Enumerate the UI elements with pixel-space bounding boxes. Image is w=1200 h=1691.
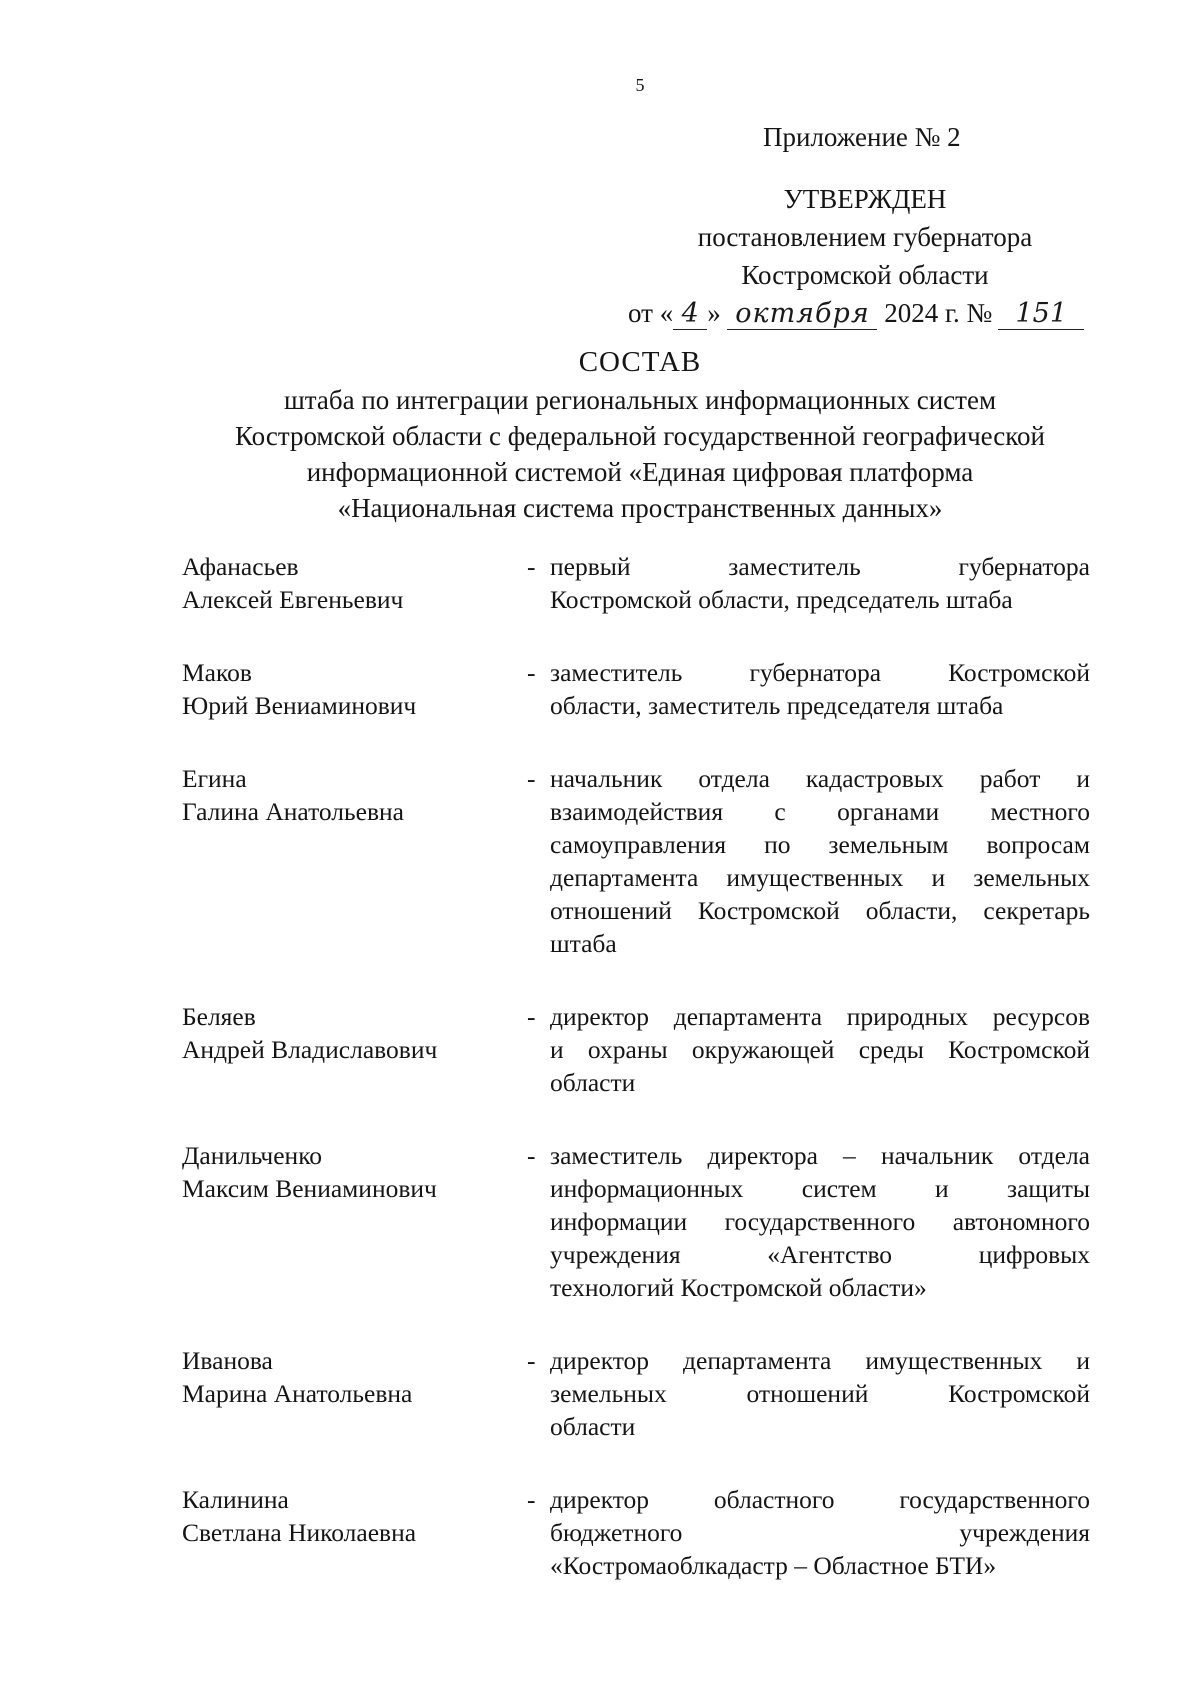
appendix-label: Приложение № 2 (763, 122, 961, 152)
member-surname: Маков (182, 658, 252, 687)
member-role (550, 1344, 1090, 1443)
member-dash: - (527, 1002, 536, 1031)
member-surname: Беляев (182, 1002, 256, 1031)
member-role-line: самоуправления по земельным вопросам (550, 830, 1090, 859)
member-role-line: взаимодействия с органами местного (550, 797, 1090, 826)
member-role-line: директор департамента имущественных и (550, 1346, 1090, 1375)
member-role-line: директор областного государственного (550, 1485, 1090, 1514)
handwritten-number: 151 (998, 299, 1084, 330)
member-row (182, 550, 1092, 616)
member-role-line: первый заместитель губернатора (550, 552, 1090, 581)
member-given-names: Галина Анатольевна (182, 797, 404, 826)
member-name (182, 550, 512, 616)
member-role-line: штаба (550, 929, 617, 958)
approved-heading: УТВЕРЖДЕН (783, 184, 947, 214)
member-given-names: Светлана Николаевна (182, 1518, 417, 1547)
member-role-line: Костромской области, председатель штаба (550, 585, 1013, 614)
subtitle-line: «Национальная система пространственных данных» (337, 493, 943, 523)
member-row (182, 1000, 1092, 1099)
member-given-names: Андрей Владиславович (182, 1035, 438, 1064)
member-role-line: учреждения «Агентство цифровых (550, 1240, 1090, 1269)
member-role (550, 1483, 1090, 1582)
approval-block (620, 180, 1110, 332)
member-role-line: земельных отношений Костромской (550, 1379, 1090, 1408)
member-dash: - (527, 552, 536, 581)
member-role-line: отношений Костромской области, секретарь (550, 896, 1090, 925)
subtitle-line: Костромской области с федеральной государственной географической (235, 421, 1045, 451)
member-dash: - (527, 1346, 536, 1375)
member-role-line: информационных систем и защиты (550, 1174, 1090, 1203)
member-given-names: Максим Вениаминович (182, 1174, 437, 1203)
member-given-names: Марина Анатольевна (182, 1379, 413, 1408)
member-dash: - (527, 658, 536, 687)
subtitle-line: штаба по интеграции региональных информационных систем (283, 385, 997, 415)
member-name (182, 1000, 512, 1066)
page-number: 5 (635, 75, 645, 95)
member-surname: Иванова (182, 1346, 273, 1375)
member-role-line: департамента имущественных и земельных (550, 863, 1090, 892)
approval-line-1: постановлением губернатора (697, 222, 1033, 252)
member-surname: Данильченко (182, 1141, 323, 1170)
approval-date-line (628, 294, 1110, 332)
member-role-line: бюджетного учреждения (550, 1518, 1090, 1547)
member-role-line: технологий Костромской области» (550, 1273, 927, 1302)
member-name (182, 1344, 512, 1410)
member-role-line: директор департамента природных ресурсов (550, 1002, 1090, 1031)
date-prefix: от « (628, 298, 674, 328)
member-role (550, 656, 1090, 722)
member-role (550, 550, 1090, 616)
member-surname: Калинина (182, 1485, 289, 1514)
handwritten-day: 4 (673, 299, 707, 330)
member-row (182, 656, 1092, 722)
member-dash: - (527, 1141, 536, 1170)
member-surname: Егина (182, 764, 247, 793)
member-role-line: области (550, 1412, 636, 1441)
member-row (182, 762, 1092, 960)
member-role-line: начальник отдела кадастровых работ и (550, 764, 1090, 793)
member-role-line: заместитель губернатора Костромской (550, 658, 1090, 687)
member-name (182, 1483, 512, 1549)
member-role-line: области, заместитель председателя штаба (550, 691, 1004, 720)
member-role (550, 1000, 1090, 1099)
date-year: 2024 г. № (884, 298, 993, 328)
member-row (182, 1139, 1092, 1304)
member-name (182, 1139, 512, 1205)
member-role-line: заместитель директора – начальник отдела (550, 1141, 1090, 1170)
member-dash: - (527, 1485, 536, 1514)
document-title: СОСТАВ (578, 346, 702, 378)
title-block (120, 342, 1160, 526)
member-role-line: области (550, 1068, 636, 1097)
document-subtitle (120, 382, 1160, 526)
member-role-line: информации государственного автономного (550, 1207, 1090, 1236)
subtitle-line: информационной системой «Единая цифровая платформа (306, 457, 974, 487)
date-mid: » (707, 298, 721, 328)
member-name (182, 762, 512, 828)
member-row (182, 1483, 1092, 1582)
approval-line-2: Костромской области (741, 260, 989, 290)
member-name (182, 656, 512, 722)
member-role-line: «Костромаоблкадастр – Областное БТИ» (550, 1551, 997, 1580)
member-dash: - (527, 764, 536, 793)
member-row (182, 1344, 1092, 1443)
member-given-names: Юрий Вениаминович (182, 691, 417, 720)
member-role (550, 1139, 1090, 1304)
member-surname: Афанасьев (182, 552, 299, 581)
member-role-line: и охраны окружающей среды Костромской (550, 1035, 1090, 1064)
member-role (550, 762, 1090, 960)
members-list (182, 550, 1092, 1622)
handwritten-month: октября (727, 299, 877, 330)
member-given-names: Алексей Евгеньевич (182, 585, 404, 614)
